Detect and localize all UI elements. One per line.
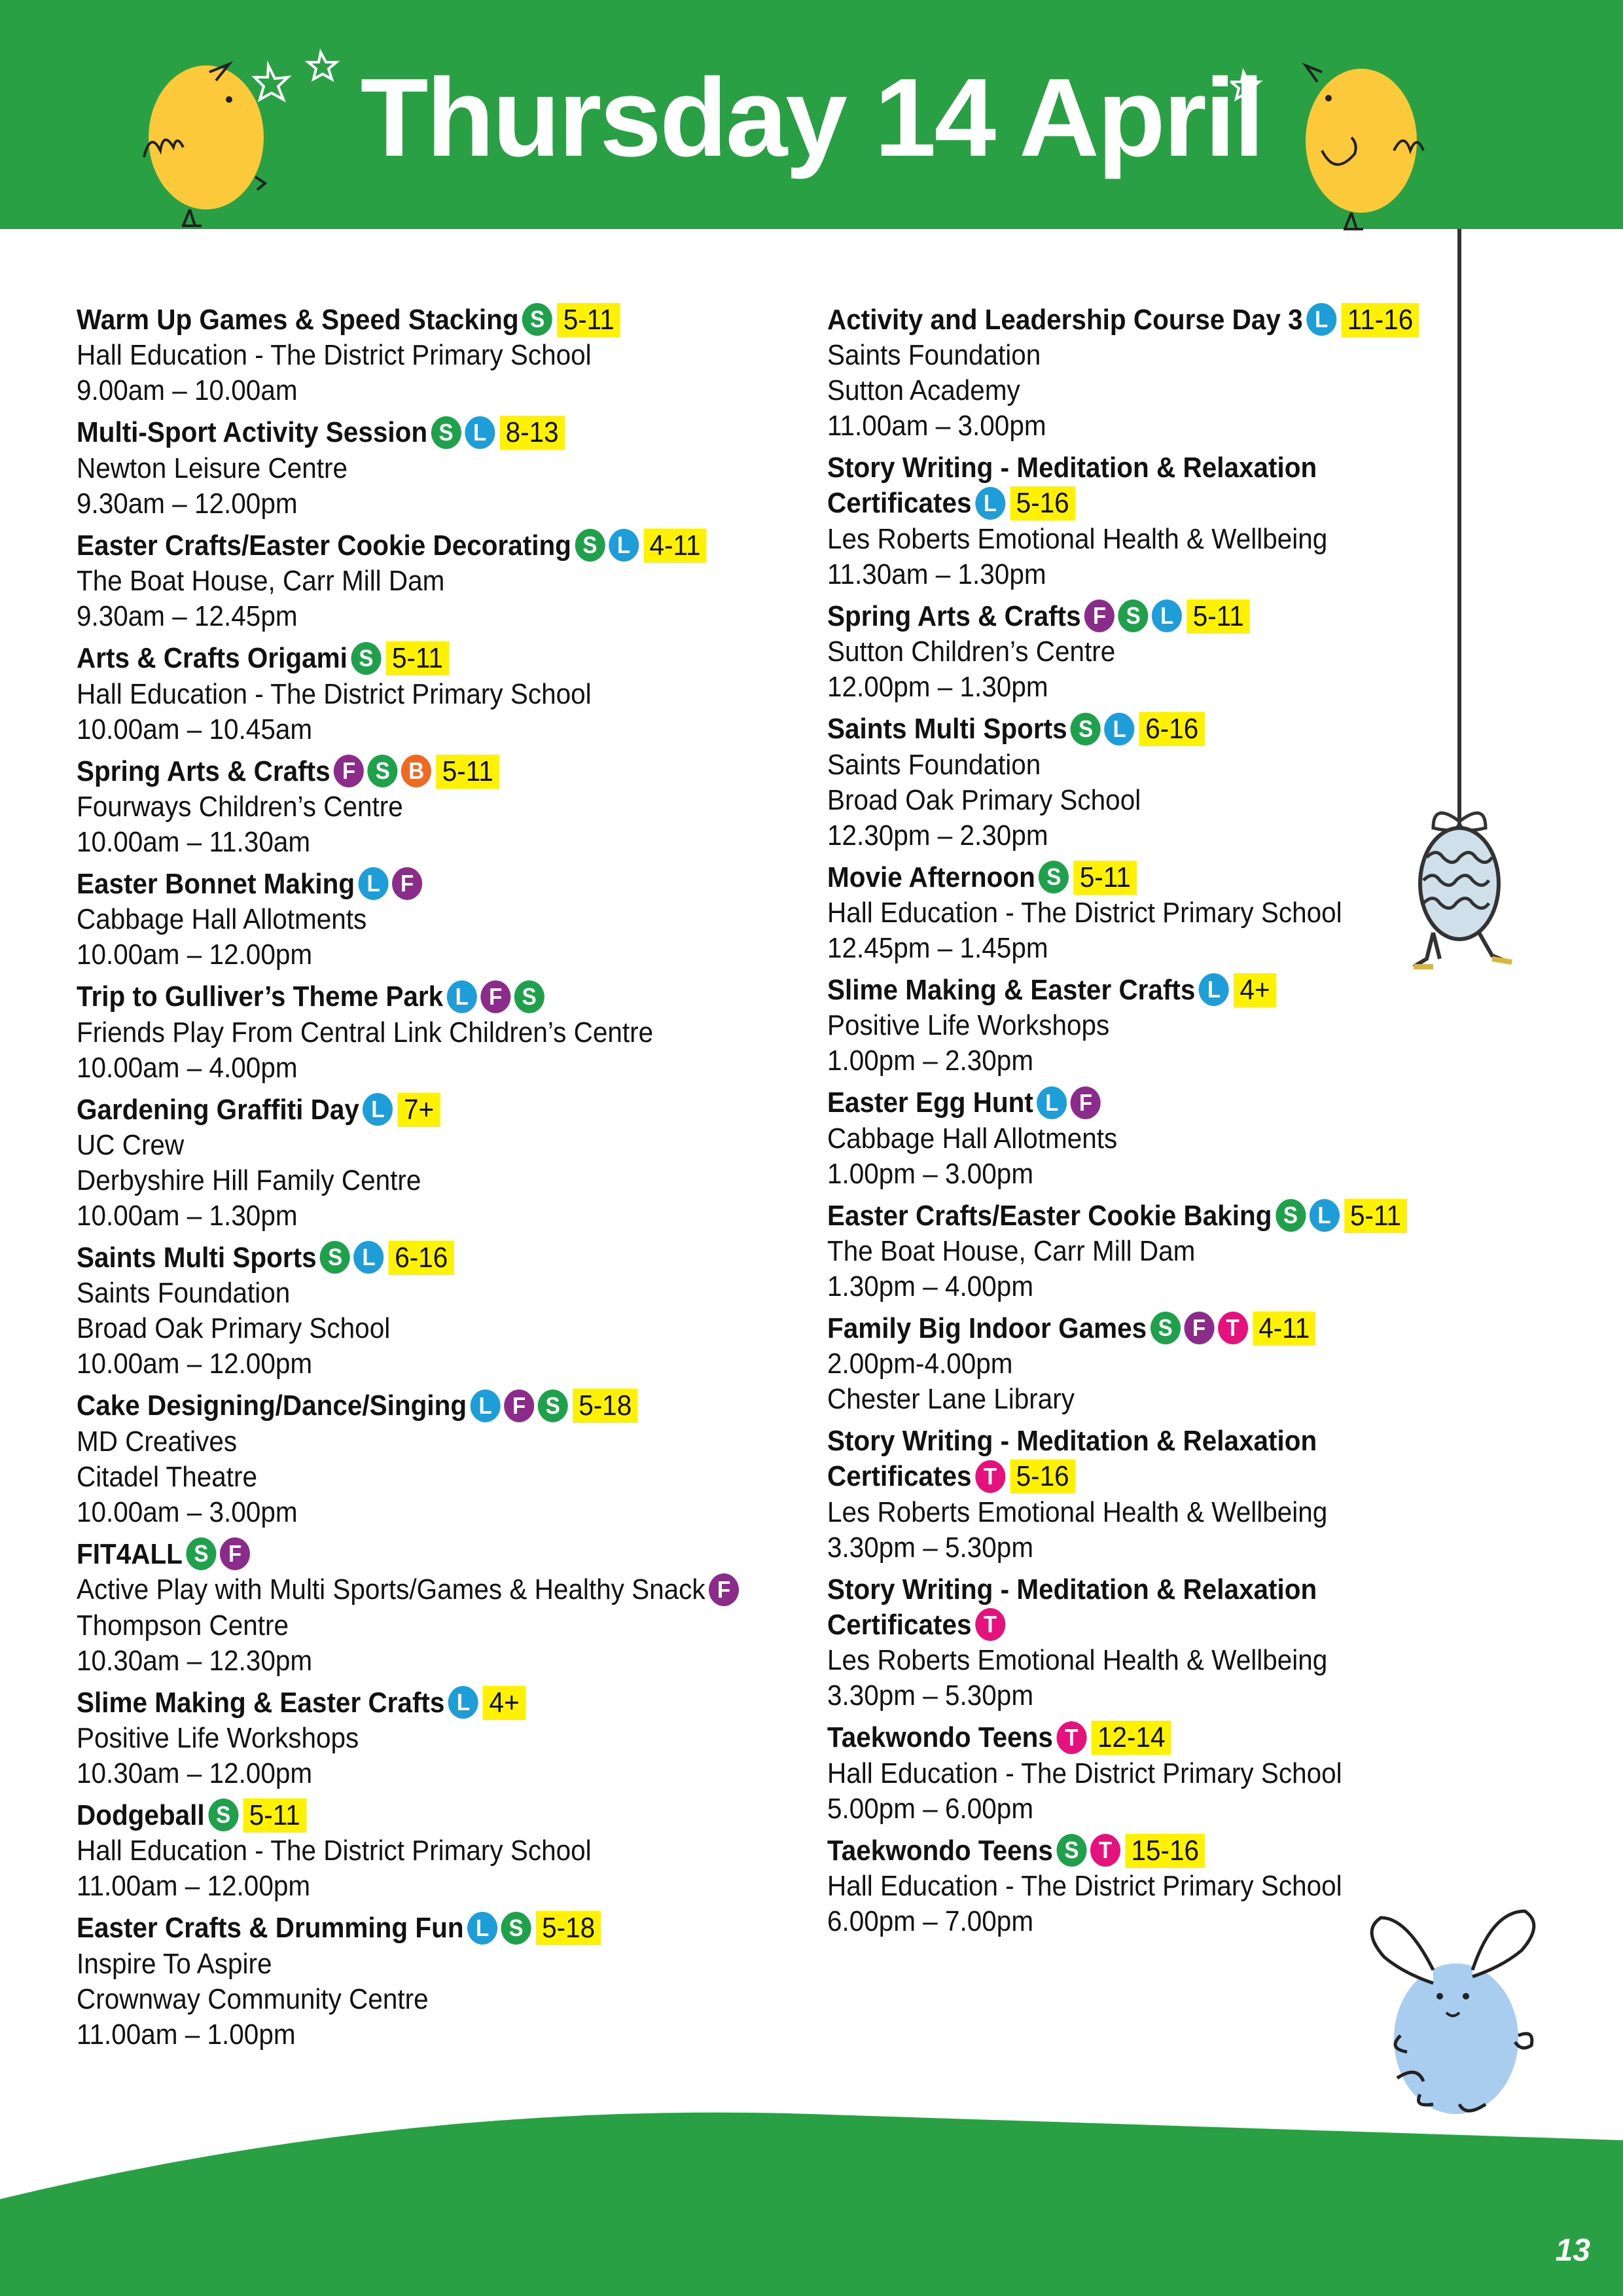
event-title <box>827 302 1429 338</box>
badge-l-icon: L <box>609 529 639 562</box>
badge-t-icon: T <box>1056 1721 1086 1754</box>
event-title <box>827 860 1429 895</box>
event-detail-line <box>827 1346 1429 1382</box>
event-item <box>827 711 1482 853</box>
event-title-text: Easter Bonnet Making <box>77 867 355 900</box>
event-item <box>827 1198 1482 1304</box>
event-title <box>827 973 1429 1008</box>
event-detail-text: 11.30am – 1.30pm <box>827 558 1046 590</box>
event-detail-text: Inspire To Aspire <box>77 1947 272 1980</box>
event-detail-line <box>827 895 1429 931</box>
badge-s-icon: S <box>501 1912 531 1945</box>
event-detail-line <box>77 486 715 522</box>
badge-l-icon: L <box>1199 973 1229 1006</box>
event-title-text: Slime Making & Easter Crafts <box>827 973 1196 1006</box>
event-detail-text: Saints Foundation <box>827 339 1041 372</box>
event-item <box>827 973 1482 1079</box>
event-title-text: Cake Designing/Dance/Singing <box>77 1390 467 1422</box>
badge-s-icon: S <box>208 1799 238 1831</box>
event-detail-line <box>827 1643 1429 1678</box>
event-detail-line <box>77 564 715 599</box>
event-item <box>827 1720 1482 1826</box>
event-item <box>827 302 1482 444</box>
event-detail-line <box>77 1495 715 1530</box>
event-detail-text: Hall Education - The District Primary School <box>827 1869 1342 1902</box>
event-detail-line <box>77 599 715 634</box>
event-detail-line <box>77 1050 715 1086</box>
event-detail-line <box>77 1869 715 1904</box>
event-title <box>827 599 1429 634</box>
badge-b-icon: B <box>401 755 431 787</box>
event-detail-line <box>827 931 1429 966</box>
event-detail-line <box>827 818 1429 853</box>
event-detail-text: Derbyshire Hill Family Centre <box>77 1164 421 1196</box>
event-detail-text: The Boat House, Carr Mill Dam <box>77 565 445 598</box>
event-detail-line <box>77 1424 715 1460</box>
badge-l-icon: L <box>465 416 495 449</box>
event-title-text: Gardening Graffiti Day <box>77 1093 359 1126</box>
event-detail-line <box>827 1495 1429 1530</box>
badge-s-icon: S <box>431 416 461 449</box>
event-title-text: Arts & Crafts Origami <box>77 642 348 675</box>
event-detail-text: Chester Lane Library <box>827 1383 1075 1416</box>
event-detail-text: 10.30am – 12.30pm <box>77 1644 313 1677</box>
event-detail-text: 11.00am – 1.00pm <box>77 2018 296 2051</box>
event-item <box>77 1240 770 1382</box>
event-detail-line <box>77 1946 715 1982</box>
event-detail-text: Broad Oak Primary School <box>827 783 1141 816</box>
event-title <box>77 1910 715 1946</box>
event-title-text: Easter Crafts & Drumming Fun <box>77 1912 464 1945</box>
event-title-text: Dodgeball <box>77 1799 205 1831</box>
event-detail-text: Thompson Centre <box>77 1609 289 1641</box>
badge-s-icon: S <box>186 1537 216 1570</box>
event-detail-line <box>827 1869 1429 1904</box>
event-title <box>77 979 715 1014</box>
event-detail-line <box>827 1157 1429 1192</box>
event-detail-line <box>77 1833 715 1869</box>
event-detail-text: Saints Foundation <box>77 1277 291 1310</box>
event-detail-text: Sutton Academy <box>827 374 1020 407</box>
event-detail-text: 10.00am – 11.30am <box>77 825 311 858</box>
event-detail-text: Les Roberts Emotional Health & Wellbeing <box>827 1644 1328 1677</box>
event-title-text: Slime Making & Easter Crafts <box>77 1686 445 1719</box>
event-detail-text: Positive Life Workshops <box>77 1721 359 1754</box>
event-title-text: Certificates <box>827 1608 972 1641</box>
event-title <box>827 1424 1429 1459</box>
event-title-text: Spring Arts & Crafts <box>827 600 1081 632</box>
age-range-badge: 5-18 <box>536 1911 601 1945</box>
event-detail-text: 5.00pm – 6.00pm <box>827 1792 1034 1825</box>
event-detail-line <box>827 522 1429 557</box>
event-title-continued <box>827 486 1429 521</box>
event-title <box>77 754 715 789</box>
event-detail-text: 10.00am – 3.00pm <box>77 1496 298 1528</box>
badge-l-icon: L <box>1152 600 1182 632</box>
event-item <box>77 528 770 634</box>
event-item <box>77 641 770 747</box>
event-detail-line <box>77 937 715 973</box>
badge-s-icon: S <box>1039 861 1069 893</box>
event-detail-line <box>77 1721 715 1756</box>
event-detail-line <box>77 789 715 825</box>
event-detail-line <box>827 1678 1429 1713</box>
age-range-badge: 11-16 <box>1342 303 1419 337</box>
event-title <box>827 1572 1429 1607</box>
age-range-badge: 5-11 <box>386 641 449 675</box>
age-range-badge: 5-11 <box>557 303 620 337</box>
event-detail-text: Positive Life Workshops <box>827 1009 1110 1042</box>
event-detail-line <box>77 1198 715 1234</box>
event-detail-text: Les Roberts Emotional Health & Wellbeing <box>827 522 1328 555</box>
event-title-text: Taekwondo Teens <box>827 1834 1053 1867</box>
event-title-text: Saints Multi Sports <box>77 1242 317 1274</box>
event-detail-line <box>77 338 715 373</box>
badge-s-icon: S <box>1118 600 1149 632</box>
event-title <box>77 1798 715 1833</box>
event-detail-text: 12.30pm – 2.30pm <box>827 819 1048 852</box>
event-detail-line <box>77 1756 715 1791</box>
badge-f-icon: F <box>1084 600 1115 632</box>
footer-grass <box>0 2062 1623 2296</box>
event-item <box>827 1572 1482 1713</box>
badge-t-icon: T <box>975 1460 1005 1493</box>
event-title <box>77 641 715 676</box>
left-event-column <box>77 302 770 2059</box>
badge-s-icon: S <box>368 755 398 787</box>
event-detail-text: 10.30am – 12.00pm <box>77 1757 313 1789</box>
event-detail-line <box>77 1346 715 1382</box>
event-detail-line <box>827 1791 1429 1827</box>
event-detail-line <box>77 1608 715 1643</box>
event-detail-text: Broad Oak Primary School <box>77 1312 391 1345</box>
event-detail-text: MD Creatives <box>77 1425 238 1458</box>
event-detail-text: Citadel Theatre <box>77 1460 258 1493</box>
event-detail-text: Fourways Children’s Centre <box>77 790 403 823</box>
event-item <box>827 1085 1482 1191</box>
event-title <box>77 1537 715 1572</box>
event-detail-line <box>77 1572 731 1607</box>
event-title <box>77 1685 715 1721</box>
age-range-badge: 7+ <box>398 1093 440 1127</box>
event-detail-line <box>77 1015 715 1050</box>
event-detail-line <box>77 1128 715 1163</box>
event-detail-line <box>827 373 1429 408</box>
chick-left-illustration <box>131 46 380 242</box>
event-title-text: Movie Afternoon <box>827 861 1035 893</box>
event-detail-text: 1.00pm – 3.00pm <box>827 1157 1034 1190</box>
badge-f-icon: F <box>1184 1312 1214 1344</box>
event-item <box>77 1388 770 1530</box>
event-detail-line <box>77 1163 715 1198</box>
event-title <box>77 867 715 902</box>
event-item <box>77 1092 770 1234</box>
event-item <box>827 860 1482 966</box>
event-detail-text: 9.00am – 10.00am <box>77 374 298 407</box>
badge-l-icon: L <box>447 980 477 1013</box>
event-item <box>77 979 770 1085</box>
age-range-badge: 4+ <box>483 1686 526 1720</box>
badge-l-icon: L <box>1306 303 1336 336</box>
right-event-column <box>827 302 1482 1946</box>
event-detail-text: Hall Education - The District Primary School <box>827 1757 1342 1789</box>
event-detail-text: 10.00am – 4.00pm <box>77 1051 298 1084</box>
event-detail-line <box>77 1311 715 1346</box>
badge-l-icon: L <box>1309 1199 1339 1232</box>
event-title-text: Warm Up Games & Speed Stacking <box>77 304 519 336</box>
badge-s-icon: S <box>1150 1312 1181 1344</box>
event-detail-line <box>77 373 715 408</box>
event-detail-text: Hall Education - The District Primary School <box>827 896 1342 929</box>
badge-f-icon: F <box>220 1537 250 1570</box>
badge-l-icon: L <box>359 867 389 900</box>
badge-f-icon: F <box>334 755 364 787</box>
event-title-text: Easter Crafts/Easter Cookie Baking <box>827 1199 1272 1232</box>
event-detail-line <box>827 1382 1429 1417</box>
badge-l-icon: L <box>448 1686 478 1719</box>
event-detail-text: Sutton Children’s Centre <box>827 636 1116 668</box>
age-range-badge: 5-11 <box>437 755 499 789</box>
event-detail-text: Friends Play From Central Link Children’s Centre <box>77 1016 654 1049</box>
event-detail-text: Newton Leisure Centre <box>77 452 348 484</box>
age-range-badge: 5-11 <box>1187 600 1250 634</box>
event-title-text: Easter Egg Hunt <box>827 1086 1033 1119</box>
badge-s-icon: S <box>1056 1834 1086 1867</box>
event-detail-text: Hall Education - The District Primary School <box>77 1835 592 1867</box>
event-detail-line <box>827 747 1429 783</box>
event-detail-text: The Boat House, Carr Mill Dam <box>827 1235 1196 1267</box>
event-title-text: Taekwondo Teens <box>827 1721 1053 1754</box>
event-item <box>77 1910 770 2052</box>
age-range-badge: 8-13 <box>499 416 564 450</box>
event-item <box>77 754 770 860</box>
event-detail-text: 1.00pm – 2.30pm <box>827 1045 1034 1077</box>
age-range-badge: 6-16 <box>389 1241 454 1275</box>
event-detail-line <box>827 670 1429 705</box>
event-detail-line <box>827 338 1429 373</box>
event-item <box>77 415 770 521</box>
badge-s-icon: S <box>522 303 552 336</box>
badge-f-icon: F <box>1071 1086 1101 1119</box>
event-title <box>827 1720 1429 1755</box>
event-title-continued <box>827 1607 1429 1643</box>
event-detail-line <box>827 1121 1429 1157</box>
event-detail-text: UC Crew <box>77 1129 185 1161</box>
chick-right-illustration <box>1230 46 1466 236</box>
event-title <box>77 1240 715 1276</box>
badge-s-icon: S <box>320 1241 350 1274</box>
event-detail-line <box>77 2017 715 2053</box>
event-detail-text: 11.00am – 3.00pm <box>827 410 1046 442</box>
age-range-badge: 5-11 <box>1344 1199 1407 1233</box>
badge-f-icon: F <box>392 867 422 900</box>
event-detail-line <box>77 902 715 937</box>
event-detail-text: Cabbage Hall Allotments <box>827 1122 1118 1155</box>
age-range-badge: 5-11 <box>243 1799 306 1833</box>
event-item <box>77 1685 770 1791</box>
event-detail-text: Crownway Community Centre <box>77 1982 429 2015</box>
event-detail-text: Saints Foundation <box>827 748 1041 781</box>
event-detail-text: 10.00am – 10.45am <box>77 713 313 745</box>
badge-s-icon: S <box>514 980 544 1013</box>
event-item <box>827 1424 1482 1565</box>
event-item <box>77 1798 770 1904</box>
event-title <box>77 1388 715 1424</box>
event-title-text: Trip to Gulliver’s Theme Park <box>77 980 444 1013</box>
event-title-text: FIT4ALL <box>77 1537 183 1570</box>
badge-l-icon: L <box>1037 1086 1067 1119</box>
event-detail-text: 1.30pm – 4.00pm <box>827 1270 1034 1302</box>
event-item <box>77 1537 770 1679</box>
event-title-text: Spring Arts & Crafts <box>77 755 330 787</box>
event-item <box>827 1833 1482 1939</box>
event-detail-text: Hall Education - The District Primary School <box>77 677 592 710</box>
age-range-badge: 5-18 <box>573 1389 637 1423</box>
event-title <box>827 450 1429 486</box>
event-title-text: Story Writing - Meditation & Relaxation <box>827 1573 1317 1605</box>
event-title <box>77 415 715 450</box>
event-title-text: Certificates <box>827 487 972 520</box>
event-title <box>827 711 1429 747</box>
event-detail-text: Cabbage Hall Allotments <box>77 903 367 936</box>
event-detail-text: 12.45pm – 1.45pm <box>827 931 1048 964</box>
age-range-badge: 5-16 <box>1010 486 1075 520</box>
event-item <box>827 599 1482 705</box>
age-range-badge: 5-11 <box>1074 861 1137 895</box>
event-title <box>827 1198 1429 1234</box>
age-range-badge: 5-16 <box>1010 1460 1075 1494</box>
age-range-badge: 4-11 <box>643 529 706 563</box>
event-detail-text: 10.00am – 12.00pm <box>77 1348 313 1380</box>
badge-t-icon: T <box>1218 1312 1248 1344</box>
badge-l-icon: L <box>975 487 1005 520</box>
badge-l-icon: L <box>467 1912 497 1945</box>
event-title-text: Story Writing - Meditation & Relaxation <box>827 1425 1317 1458</box>
event-title <box>77 528 715 564</box>
event-detail-line <box>827 408 1429 444</box>
event-detail-line <box>827 1904 1429 1939</box>
event-detail-text: 9.30am – 12.00pm <box>77 487 298 520</box>
event-detail-line <box>827 1756 1429 1791</box>
badge-s-icon: S <box>1275 1199 1306 1232</box>
event-title-text: Multi-Sport Activity Session <box>77 416 428 449</box>
badge-s-icon: S <box>538 1390 568 1422</box>
event-title-text: Activity and Leadership Course Day 3 <box>827 304 1303 336</box>
age-range-badge: 12-14 <box>1092 1721 1171 1755</box>
event-detail-text: 11.00am – 12.00pm <box>77 1870 311 1903</box>
event-title <box>827 1833 1429 1869</box>
event-detail-line <box>827 1269 1429 1304</box>
event-title <box>77 1092 715 1128</box>
event-detail-text: Active Play with Multi Sports/Games & Healthy Snack <box>77 1573 705 1606</box>
event-detail-line <box>77 677 715 712</box>
badge-s-icon: S <box>1071 713 1101 745</box>
badge-t-icon: T <box>1090 1834 1120 1867</box>
event-detail-text: 3.30pm – 5.30pm <box>827 1531 1034 1564</box>
event-detail-line <box>827 1530 1429 1566</box>
badge-l-icon: L <box>354 1241 384 1274</box>
event-item <box>827 1311 1482 1417</box>
event-detail-text: Hall Education - The District Primary School <box>77 339 592 372</box>
event-detail-text: 3.30pm – 5.30pm <box>827 1679 1034 1712</box>
event-detail-line <box>77 1643 715 1679</box>
event-title <box>827 1085 1429 1121</box>
badge-f-icon: F <box>709 1573 739 1606</box>
event-detail-line <box>77 1276 715 1311</box>
badge-l-icon: L <box>363 1093 393 1126</box>
event-detail-line <box>827 1008 1429 1043</box>
event-title-text: Family Big Indoor Games <box>827 1312 1147 1344</box>
age-range-badge: 4+ <box>1234 973 1276 1007</box>
event-title-text: Certificates <box>827 1460 972 1493</box>
event-detail-line <box>827 783 1429 818</box>
page-title: Thursday 14 April <box>360 56 1263 180</box>
event-detail-text: 6.00pm – 7.00pm <box>827 1905 1034 1937</box>
age-range-badge: 4-11 <box>1253 1312 1315 1346</box>
event-detail-line <box>77 1982 715 2017</box>
age-range-badge: 6-16 <box>1139 712 1204 746</box>
event-item <box>77 302 770 408</box>
event-detail-line <box>827 634 1429 670</box>
event-title <box>827 1311 1429 1346</box>
event-detail-line <box>77 712 715 747</box>
event-detail-line <box>827 1234 1429 1269</box>
event-detail-text: Les Roberts Emotional Health & Wellbeing <box>827 1496 1328 1528</box>
event-detail-line <box>77 825 715 860</box>
event-title <box>77 302 715 338</box>
event-title-text: Saints Multi Sports <box>827 713 1067 745</box>
event-detail-line <box>77 1460 715 1495</box>
event-title-text: Easter Crafts/Easter Cookie Decorating <box>77 529 571 562</box>
event-title-continued <box>827 1459 1429 1494</box>
badge-s-icon: S <box>351 642 381 675</box>
event-item <box>77 867 770 973</box>
event-title-text: Story Writing - Meditation & Relaxation <box>827 452 1317 484</box>
event-detail-line <box>77 451 715 486</box>
event-detail-line <box>827 557 1429 592</box>
event-detail-line <box>827 1043 1429 1079</box>
badge-l-icon: L <box>471 1390 501 1422</box>
badge-l-icon: L <box>1105 713 1135 745</box>
badge-f-icon: F <box>480 980 510 1013</box>
badge-f-icon: F <box>504 1390 534 1422</box>
badge-t-icon: T <box>975 1608 1005 1641</box>
event-detail-text: 2.00pm-4.00pm <box>827 1348 1013 1380</box>
badge-s-icon: S <box>575 529 605 562</box>
age-range-badge: 15-16 <box>1125 1834 1205 1868</box>
event-item <box>827 450 1482 592</box>
event-detail-text: 10.00am – 12.00pm <box>77 939 313 971</box>
page-number: 13 <box>1555 2233 1590 2268</box>
event-detail-text: 12.00pm – 1.30pm <box>827 671 1048 704</box>
event-detail-text: 9.30am – 12.45pm <box>77 600 298 633</box>
event-detail-text: 10.00am – 1.30pm <box>77 1200 298 1232</box>
